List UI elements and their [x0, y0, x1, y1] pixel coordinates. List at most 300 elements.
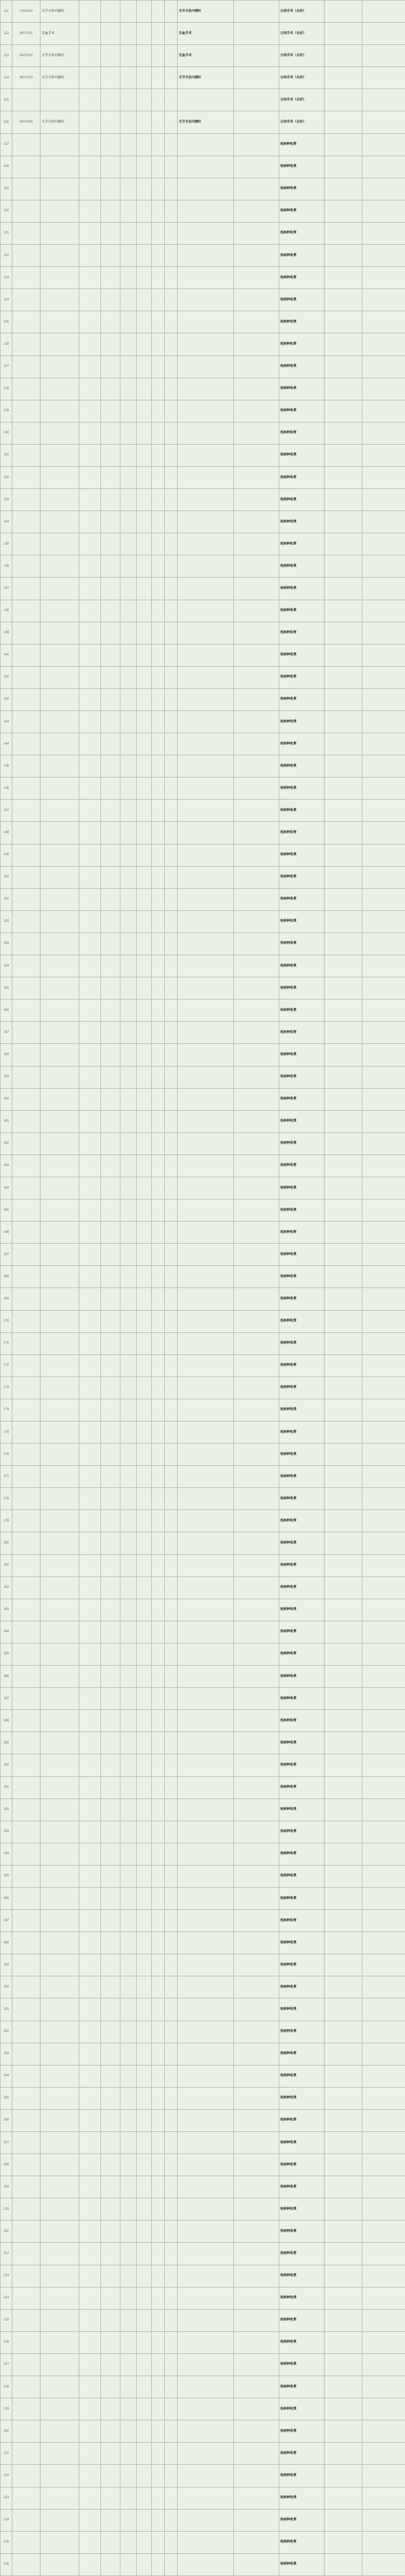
cell-grade — [234, 2243, 279, 2265]
cell-dose — [79, 2043, 101, 2065]
cell-unit — [120, 2553, 137, 2575]
cell-cls — [137, 844, 152, 866]
cell-price — [101, 2465, 120, 2487]
cell-no: 175 — [1, 1421, 12, 1444]
cell-grade — [234, 777, 279, 800]
cell-category — [152, 333, 165, 355]
cell-code — [12, 1532, 40, 1554]
cell-grade — [234, 822, 279, 844]
cell-unit — [120, 2065, 137, 2087]
cell-grade — [234, 1088, 279, 1110]
cell-grade — [234, 2154, 279, 2176]
cell-price — [101, 1510, 120, 1532]
cell-grade — [234, 1688, 279, 1710]
cell-mode: 按病种收费 — [279, 866, 325, 888]
cell-cls — [137, 2420, 152, 2443]
cell-proj — [325, 2531, 362, 2553]
cell-remark — [362, 245, 405, 267]
cell-note — [178, 355, 234, 378]
cell-cls — [137, 1843, 152, 1865]
cell-remark — [362, 2509, 405, 2531]
cell-no: 188 — [1, 1710, 12, 1732]
cell-note — [178, 422, 234, 444]
cell-price — [101, 400, 120, 422]
cell-note — [178, 688, 234, 710]
cell-cls — [137, 955, 152, 977]
cell-unit — [120, 1332, 137, 1354]
cell-no: 225 — [1, 2531, 12, 2553]
cell-remark — [362, 1732, 405, 1754]
cell-note — [178, 666, 234, 688]
cell-unit — [120, 1643, 137, 1665]
cell-tech — [165, 1599, 178, 1621]
cell-code — [12, 156, 40, 178]
cell-cls — [137, 23, 152, 45]
cell-tech — [165, 1621, 178, 1643]
table-row — [1, 1510, 405, 1532]
cell-proj — [325, 1998, 362, 2021]
cell-name — [40, 2531, 79, 2553]
cell-grade — [234, 1799, 279, 1821]
cell-name: 关节关位内钢钉 — [40, 111, 79, 133]
cell-price — [101, 1377, 120, 1399]
cell-unit — [120, 1266, 137, 1288]
cell-unit — [120, 311, 137, 333]
cell-no: 212 — [1, 2243, 12, 2265]
fee-table-body — [1, 1, 405, 2576]
cell-note — [178, 1332, 234, 1354]
table-row — [1, 1799, 405, 1821]
cell-mode: 按病种收费 — [279, 711, 325, 733]
cell-mode: 按病种收费 — [279, 1266, 325, 1288]
cell-grade — [234, 888, 279, 910]
cell-mode: 日间手术（全价） — [279, 89, 325, 111]
cell-no: 179 — [1, 1510, 12, 1532]
cell-dose — [79, 1288, 101, 1310]
cell-no: 169 — [1, 1288, 12, 1310]
cell-no: 155 — [1, 977, 12, 999]
cell-remark — [362, 400, 405, 422]
cell-note — [178, 2043, 234, 2065]
cell-grade — [234, 866, 279, 888]
cell-proj — [325, 844, 362, 866]
cell-note — [178, 222, 234, 244]
cell-proj — [325, 800, 362, 822]
cell-code — [12, 1976, 40, 1998]
cell-mode: 按病种收费 — [279, 1132, 325, 1155]
cell-cls — [137, 1288, 152, 1310]
table-row — [1, 1155, 405, 1177]
cell-tech — [165, 1577, 178, 1599]
cell-price — [101, 888, 120, 910]
cell-no: 136 — [1, 555, 12, 578]
cell-category — [152, 1932, 165, 1954]
cell-price — [101, 2376, 120, 2398]
cell-category — [152, 2065, 165, 2087]
cell-tech — [165, 1466, 178, 1488]
cell-cls — [137, 444, 152, 466]
table-row — [1, 844, 405, 866]
cell-tech — [165, 1, 178, 23]
cell-cls — [137, 1710, 152, 1732]
cell-proj — [325, 1643, 362, 1665]
cell-dose — [79, 2198, 101, 2221]
cell-code — [12, 2287, 40, 2309]
cell-remark — [362, 688, 405, 710]
cell-note — [178, 2531, 234, 2553]
cell-code — [12, 2443, 40, 2465]
cell-mode: 按病种收费 — [279, 1643, 325, 1665]
cell-unit — [120, 2087, 137, 2109]
cell-unit — [120, 245, 137, 267]
cell-dose — [79, 1222, 101, 1244]
cell-code — [12, 800, 40, 822]
cell-code — [12, 89, 40, 111]
cell-tech — [165, 2553, 178, 2575]
cell-tech — [165, 111, 178, 133]
cell-remark — [362, 1132, 405, 1155]
cell-cls — [137, 1954, 152, 1976]
cell-tech — [165, 267, 178, 289]
cell-dose — [79, 466, 101, 488]
cell-remark — [362, 1910, 405, 1932]
cell-grade — [234, 311, 279, 333]
cell-mode: 按病种收费 — [279, 1066, 325, 1088]
cell-code — [12, 222, 40, 244]
cell-unit — [120, 1466, 137, 1488]
table-row — [1, 1310, 405, 1332]
cell-note — [178, 2265, 234, 2287]
cell-no: 185 — [1, 1643, 12, 1665]
cell-unit — [120, 1843, 137, 1865]
cell-no: 182 — [1, 1577, 12, 1599]
cell-name — [40, 1710, 79, 1732]
cell-no: 167 — [1, 1244, 12, 1266]
cell-name: 关节关位内钢钉 — [40, 67, 79, 89]
cell-price — [101, 844, 120, 866]
cell-unit — [120, 133, 137, 156]
cell-proj — [325, 1510, 362, 1532]
cell-grade — [234, 89, 279, 111]
cell-cls — [137, 1110, 152, 1132]
cell-no: 191 — [1, 1776, 12, 1799]
cell-category — [152, 866, 165, 888]
cell-unit — [120, 1022, 137, 1044]
cell-price — [101, 2176, 120, 2198]
cell-remark — [362, 711, 405, 733]
cell-code — [12, 1998, 40, 2021]
cell-proj — [325, 2198, 362, 2221]
table-row — [1, 1222, 405, 1244]
cell-code — [12, 600, 40, 622]
cell-price — [101, 133, 120, 156]
cell-proj — [325, 1932, 362, 1954]
cell-name — [40, 1821, 79, 1843]
cell-grade — [234, 2331, 279, 2353]
cell-code — [12, 2221, 40, 2243]
cell-proj — [325, 45, 362, 67]
table-row — [1, 1577, 405, 1599]
cell-unit — [120, 1488, 137, 1510]
cell-mode: 按病种收费 — [279, 267, 325, 289]
table-row — [1, 378, 405, 400]
cell-cls — [137, 400, 152, 422]
cell-category — [152, 1865, 165, 1887]
cell-name — [40, 1266, 79, 1288]
cell-note — [178, 1044, 234, 1066]
cell-proj — [325, 1688, 362, 1710]
cell-grade — [234, 910, 279, 933]
table-row — [1, 1044, 405, 1066]
cell-proj — [325, 222, 362, 244]
cell-dose — [79, 511, 101, 533]
table-row — [1, 2465, 405, 2487]
cell-dose — [79, 1177, 101, 1199]
cell-unit — [120, 822, 137, 844]
cell-name — [40, 1577, 79, 1599]
cell-mode: 按病种收费 — [279, 1954, 325, 1976]
cell-proj — [325, 1666, 362, 1688]
cell-cls — [137, 600, 152, 622]
cell-category — [152, 400, 165, 422]
cell-mode: 按病种收费 — [279, 2420, 325, 2443]
cell-grade — [234, 1044, 279, 1066]
table-row — [1, 1998, 405, 2021]
cell-proj — [325, 2487, 362, 2509]
cell-price — [101, 933, 120, 955]
cell-proj — [325, 533, 362, 555]
cell-category — [152, 1, 165, 23]
cell-price — [101, 2198, 120, 2221]
cell-cls — [137, 1044, 152, 1066]
cell-dose — [79, 1421, 101, 1444]
cell-code — [12, 2021, 40, 2043]
cell-code — [12, 2376, 40, 2398]
cell-price — [101, 355, 120, 378]
cell-name — [40, 2087, 79, 2109]
cell-proj — [325, 378, 362, 400]
cell-name — [40, 1088, 79, 1110]
cell-unit — [120, 977, 137, 999]
cell-unit — [120, 2243, 137, 2265]
cell-category — [152, 2509, 165, 2531]
cell-note — [178, 1865, 234, 1887]
table-row — [1, 444, 405, 466]
cell-no: 111 — [1, 1, 12, 23]
cell-code — [12, 2265, 40, 2287]
table-row — [1, 1910, 405, 1932]
cell-mode: 按病种收费 — [279, 2087, 325, 2109]
cell-cls — [137, 1754, 152, 1776]
cell-name — [40, 2065, 79, 2087]
cell-grade — [234, 444, 279, 466]
cell-grade — [234, 688, 279, 710]
cell-code — [12, 1199, 40, 1222]
cell-unit — [120, 1044, 137, 1066]
cell-grade — [234, 2132, 279, 2154]
cell-mode: 按病种收费 — [279, 422, 325, 444]
cell-name — [40, 1222, 79, 1244]
cell-grade — [234, 378, 279, 400]
cell-category — [152, 622, 165, 644]
cell-no: 116 — [1, 111, 12, 133]
cell-tech — [165, 1688, 178, 1710]
cell-price — [101, 222, 120, 244]
table-row — [1, 1354, 405, 1377]
cell-remark — [362, 1643, 405, 1665]
cell-grade — [234, 1288, 279, 1310]
cell-dose — [79, 933, 101, 955]
cell-mode: 按病种收费 — [279, 2021, 325, 2043]
cell-category — [152, 156, 165, 178]
cell-tech — [165, 2265, 178, 2287]
cell-price — [101, 2287, 120, 2309]
cell-dose — [79, 1554, 101, 1577]
cell-cls — [137, 578, 152, 600]
cell-tech — [165, 89, 178, 111]
cell-category — [152, 1332, 165, 1354]
table-row — [1, 89, 405, 111]
cell-grade — [234, 1976, 279, 1998]
cell-mode: 日间手术（全价） — [279, 1, 325, 23]
cell-code — [12, 578, 40, 600]
cell-tech — [165, 2509, 178, 2531]
cell-proj — [325, 1710, 362, 1732]
cell-tech — [165, 2198, 178, 2221]
table-row — [1, 711, 405, 733]
cell-remark — [362, 1488, 405, 1510]
cell-tech — [165, 688, 178, 710]
cell-tech — [165, 2043, 178, 2065]
cell-note — [178, 1022, 234, 1044]
cell-unit — [120, 1599, 137, 1621]
cell-unit — [120, 866, 137, 888]
table-row — [1, 355, 405, 378]
cell-code — [12, 2331, 40, 2353]
cell-price — [101, 1799, 120, 1821]
cell-tech — [165, 2331, 178, 2353]
cell-remark — [362, 1776, 405, 1799]
cell-cls — [137, 178, 152, 200]
cell-remark — [362, 555, 405, 578]
cell-dose — [79, 1799, 101, 1821]
cell-note — [178, 600, 234, 622]
cell-price — [101, 1288, 120, 1310]
cell-code — [12, 1621, 40, 1643]
cell-mode: 按病种收费 — [279, 1688, 325, 1710]
cell-code — [12, 1599, 40, 1621]
cell-name — [40, 1532, 79, 1554]
cell-dose — [79, 1510, 101, 1532]
cell-note — [178, 1444, 234, 1466]
cell-grade — [234, 23, 279, 45]
cell-remark — [362, 23, 405, 45]
cell-unit — [120, 2176, 137, 2198]
cell-proj — [325, 200, 362, 222]
cell-no: 165 — [1, 1199, 12, 1222]
cell-code — [12, 289, 40, 311]
cell-dose — [79, 1976, 101, 1998]
cell-cls — [137, 2021, 152, 2043]
cell-cls — [137, 1976, 152, 1998]
cell-note — [178, 89, 234, 111]
cell-code — [12, 1776, 40, 1799]
cell-mode: 按病种收费 — [279, 1821, 325, 1843]
table-row — [1, 888, 405, 910]
cell-tech — [165, 1954, 178, 1976]
cell-remark — [362, 1244, 405, 1266]
table-row — [1, 2021, 405, 2043]
cell-unit — [120, 2309, 137, 2331]
cell-dose — [79, 1843, 101, 1865]
cell-tech — [165, 2021, 178, 2043]
cell-note — [178, 1110, 234, 1132]
cell-category — [152, 2087, 165, 2109]
cell-proj — [325, 2509, 362, 2531]
cell-price — [101, 1110, 120, 1132]
cell-name: 无血手术 — [40, 23, 79, 45]
cell-name: 关节关位内钢钉 — [40, 1, 79, 23]
cell-category — [152, 644, 165, 666]
cell-grade — [234, 1177, 279, 1199]
cell-mode: 按病种收费 — [279, 1444, 325, 1466]
cell-no: 160 — [1, 1088, 12, 1110]
cell-unit — [120, 1222, 137, 1244]
cell-unit — [120, 1288, 137, 1310]
cell-note — [178, 1421, 234, 1444]
cell-dose — [79, 67, 101, 89]
cell-name — [40, 89, 79, 111]
cell-note — [178, 1577, 234, 1599]
cell-mode: 按病种收费 — [279, 977, 325, 999]
cell-remark — [362, 644, 405, 666]
cell-dose — [79, 1643, 101, 1665]
table-row — [1, 2154, 405, 2176]
cell-dose — [79, 311, 101, 333]
cell-grade — [234, 1332, 279, 1354]
cell-category — [152, 1022, 165, 1044]
cell-mode: 按病种收费 — [279, 1199, 325, 1222]
cell-cls — [137, 2265, 152, 2287]
cell-grade — [234, 289, 279, 311]
cell-unit — [120, 1444, 137, 1466]
cell-cls — [137, 2376, 152, 2398]
cell-code — [12, 1310, 40, 1332]
table-row — [1, 400, 405, 422]
cell-cls — [137, 533, 152, 555]
cell-no: 139 — [1, 622, 12, 644]
cell-mode: 按病种收费 — [279, 666, 325, 688]
cell-grade — [234, 67, 279, 89]
cell-unit — [120, 1976, 137, 1998]
cell-cls — [137, 1066, 152, 1088]
cell-unit — [120, 733, 137, 755]
cell-price — [101, 1444, 120, 1466]
cell-proj — [325, 1954, 362, 1976]
cell-tech — [165, 711, 178, 733]
cell-code — [12, 178, 40, 200]
cell-price — [101, 1332, 120, 1354]
cell-category — [152, 1577, 165, 1599]
cell-note — [178, 1132, 234, 1155]
cell-grade — [234, 1932, 279, 1954]
cell-unit — [120, 89, 137, 111]
cell-grade — [234, 2109, 279, 2131]
cell-note — [178, 1532, 234, 1554]
cell-name — [40, 1754, 79, 1776]
cell-code — [12, 2398, 40, 2420]
cell-remark — [362, 289, 405, 311]
